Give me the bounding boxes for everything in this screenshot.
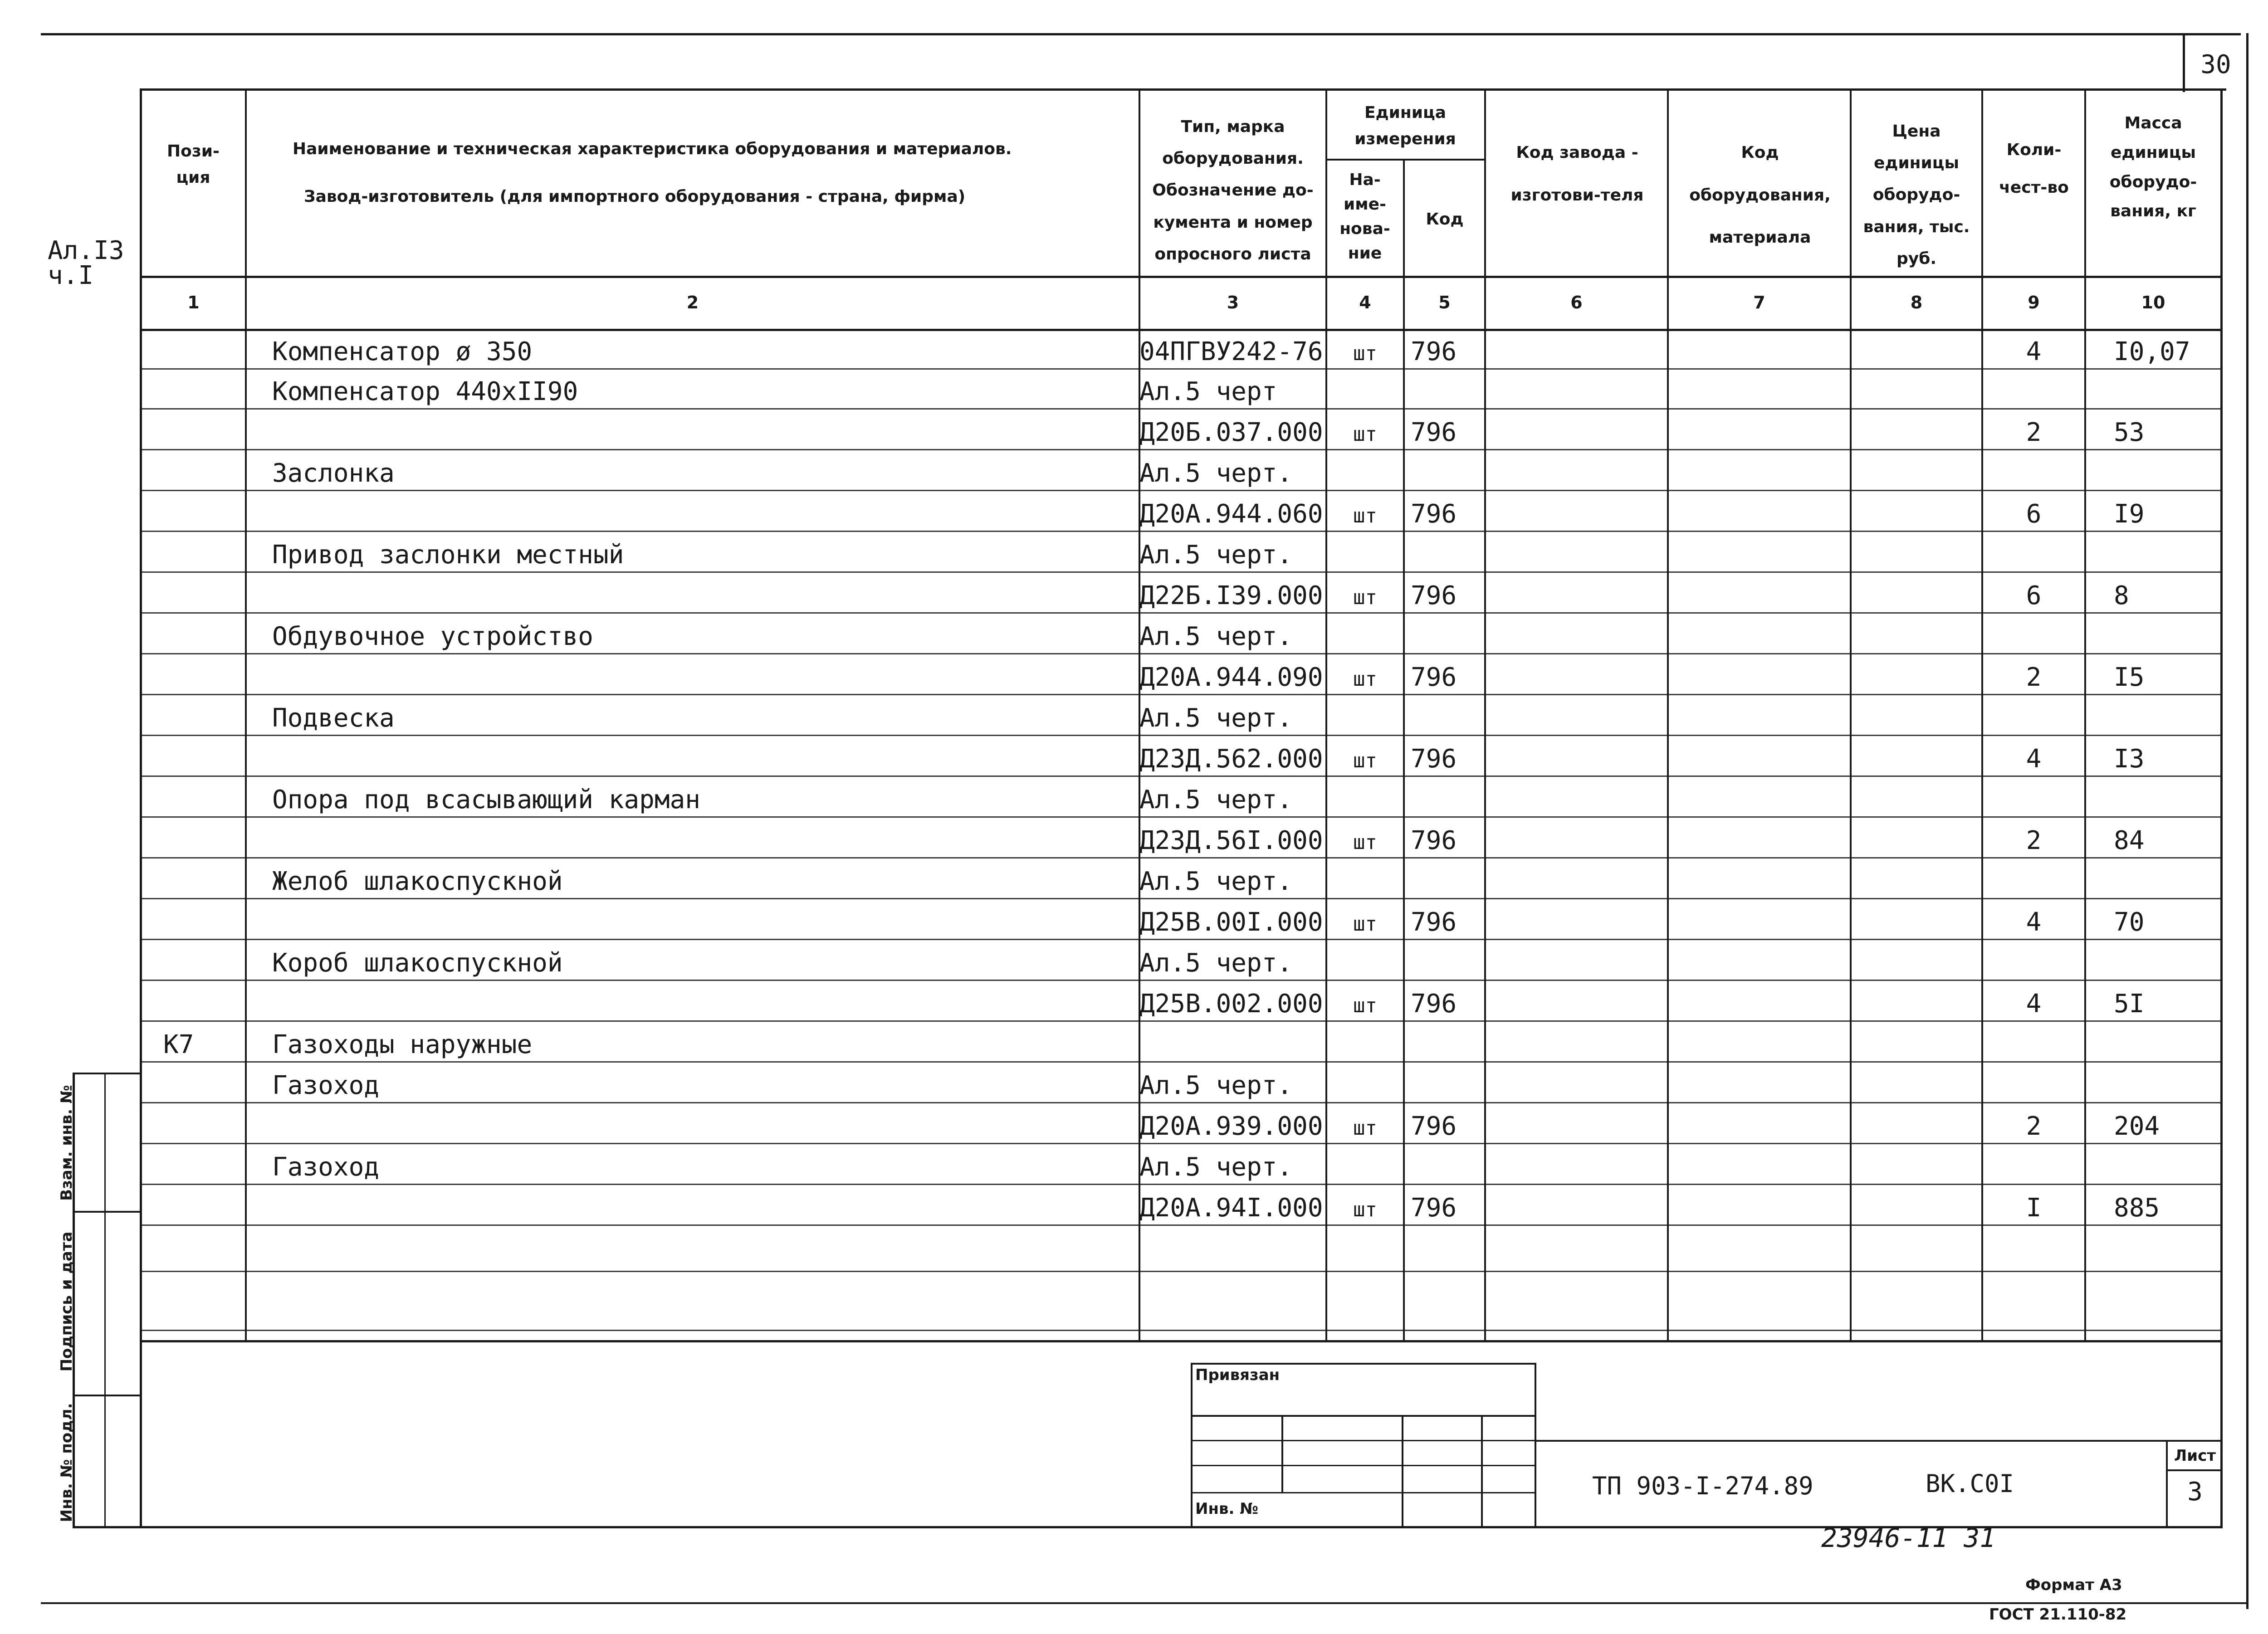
- body-bottom-line: [140, 1340, 2222, 1342]
- row-qty: 4: [2026, 989, 2042, 1019]
- col-line-3: [1325, 88, 1327, 1342]
- row-doc: Ал.5 черт.: [1139, 867, 1293, 896]
- row-separator: [140, 1224, 2222, 1226]
- side-label-line2: ч.I: [48, 261, 94, 290]
- header-col-10: Масса единицы оборудо-вания, кг: [2109, 114, 2197, 221]
- row-mass: 885: [2114, 1193, 2160, 1223]
- row-qty: 4: [2026, 744, 2042, 774]
- row-unit: шт: [1353, 342, 1377, 365]
- col-line-8: [1981, 88, 1983, 1342]
- row-separator: [140, 490, 2222, 491]
- row-doc: Д20А.944.060: [1139, 499, 1323, 529]
- side-label-line1: Ал.I3: [48, 236, 124, 265]
- row-name: Короб шлакоспускной: [272, 948, 563, 978]
- inv-no-label: Инв. №: [1195, 1500, 1259, 1518]
- row-code: 796: [1411, 907, 1457, 937]
- privyazan-top: [1191, 1363, 1535, 1365]
- row-code: 796: [1411, 1112, 1457, 1141]
- row-code: 796: [1411, 499, 1457, 529]
- row-separator: [140, 1184, 2222, 1185]
- row-separator: [140, 980, 2222, 981]
- privyazan-left: [1191, 1363, 1193, 1527]
- row-unit: шт: [1353, 504, 1377, 527]
- side-stamp-inv: Инв. № подл.: [58, 1403, 76, 1522]
- right-frame-line: [2246, 33, 2248, 1609]
- gost-label: ГОСТ 21.110-82: [1989, 1605, 2127, 1624]
- row-separator: [140, 368, 2222, 370]
- row-doc: Ал.5 черт.: [1139, 948, 1293, 978]
- row-separator: [140, 816, 2222, 818]
- row-separator: [140, 449, 2222, 450]
- format-label: Формат А3: [2025, 1576, 2122, 1594]
- privyazan-v3: [1481, 1415, 1483, 1527]
- privyazan-v1: [1281, 1415, 1283, 1492]
- row-doc: Ал.5 черт.: [1139, 1071, 1293, 1100]
- row-separator: [140, 776, 2222, 777]
- side-stamp-podpis: Подпись и дата: [58, 1231, 76, 1372]
- row-separator: [140, 1020, 2222, 1022]
- row-qty: 2: [2026, 1112, 2042, 1141]
- row-unit: шт: [1353, 423, 1377, 446]
- header-col-6: Код завода - изготови-теля: [1510, 143, 1644, 205]
- row-doc: Д20Б.037.000: [1139, 418, 1323, 447]
- row-code: 796: [1411, 663, 1457, 692]
- colnum-8: 8: [1910, 293, 1923, 312]
- row-name: Газоход: [272, 1071, 380, 1100]
- row-unit: шт: [1353, 912, 1377, 936]
- privyazan-right: [1535, 1363, 1536, 1527]
- col-line-9: [2084, 88, 2086, 1342]
- row-doc: Ал.5 черт.: [1139, 703, 1293, 733]
- colnum-3: 3: [1227, 293, 1239, 312]
- col-line-1: [245, 88, 247, 1342]
- row-doc: Ал.5 черт.: [1139, 540, 1293, 570]
- row-separator: [140, 1271, 2222, 1272]
- row-unit: шт: [1353, 831, 1377, 854]
- row-doc: Д23Д.562.000: [1139, 744, 1323, 774]
- side-stamp-vzam: Взам. инв. №: [58, 1085, 76, 1201]
- row-doc: Д20А.94I.000: [1139, 1193, 1323, 1223]
- row-name: Подвеска: [272, 703, 395, 733]
- colnum-10: 10: [2141, 293, 2165, 312]
- header-bottom-line: [140, 276, 2222, 278]
- header-unit-group: Единица измерения: [1354, 103, 1456, 148]
- row-separator: [140, 898, 2222, 899]
- row-mass: 5I: [2114, 989, 2145, 1019]
- stamp-list-line: [2166, 1469, 2221, 1471]
- row-code: 796: [1411, 337, 1457, 366]
- row-separator: [140, 408, 2222, 410]
- row-unit: шт: [1353, 1198, 1377, 1221]
- row-mass: 8: [2114, 581, 2129, 610]
- row-doc: Д22Б.I39.000: [1139, 581, 1323, 610]
- row-separator: [140, 653, 2222, 654]
- top-frame-line: [41, 33, 2241, 35]
- row-separator: [140, 612, 2222, 614]
- stamp-top: [1536, 1440, 2221, 1442]
- bottom-frame-line: [41, 1602, 2246, 1604]
- row-qty: 2: [2026, 418, 2042, 447]
- privyazan-line1: [1191, 1415, 1535, 1417]
- row-qty: I: [2026, 1193, 2042, 1223]
- row-unit: шт: [1353, 1117, 1377, 1140]
- col-line-6: [1667, 88, 1669, 1342]
- row-doc: Д20А.939.000: [1139, 1112, 1323, 1141]
- col-line-5: [1484, 88, 1486, 1342]
- row-code: 796: [1411, 744, 1457, 774]
- row-separator: [140, 531, 2222, 532]
- row-doc: Д25В.00I.000: [1139, 907, 1323, 937]
- header-col-3: Тип, марка оборудования. Обозначение до-кумента и номер опросного листа: [1152, 117, 1314, 263]
- row-doc: Д25В.002.000: [1139, 989, 1323, 1019]
- privyazan-line4: [1191, 1492, 1535, 1493]
- sheet-box-left: [2183, 33, 2185, 92]
- list-label: Лист: [2174, 1447, 2216, 1465]
- header-col-4: На-име-нова-ние: [1339, 171, 1390, 263]
- unit-group-line: [1325, 159, 1484, 161]
- privyazan-label: Привязан: [1195, 1366, 1280, 1384]
- row-name: Заслонка: [272, 458, 395, 488]
- row-qty: 4: [2026, 337, 2042, 366]
- row-qty: 6: [2026, 581, 2042, 610]
- row-doc: Ал.5 черт: [1139, 377, 1277, 406]
- colnum-1: 1: [187, 293, 200, 312]
- row-doc: Ал.5 черт.: [1139, 458, 1293, 488]
- row-separator: [140, 939, 2222, 940]
- row-unit: шт: [1353, 994, 1377, 1017]
- top-sheet-number: 30: [2200, 50, 2231, 79]
- row-qty: 2: [2026, 663, 2042, 692]
- list-number: 3: [2187, 1477, 2203, 1507]
- row-separator: [140, 735, 2222, 736]
- row-unit: шт: [1353, 586, 1377, 609]
- header-col-5: Код: [1426, 210, 1464, 229]
- row-separator: [140, 1102, 2222, 1103]
- row-mass: I0,07: [2114, 337, 2190, 366]
- row-code: 796: [1411, 826, 1457, 855]
- row-name: Газоходы наружные: [272, 1030, 533, 1059]
- row-separator: [140, 1330, 2222, 1331]
- doc-mark: ВК.С0I: [1926, 1469, 2014, 1498]
- row-separator: [140, 857, 2222, 858]
- col-line-7: [1850, 88, 1852, 1342]
- doc-code: ТП 903-I-274.89: [1592, 1472, 1813, 1500]
- privyazan-v2: [1402, 1415, 1403, 1527]
- row-code: 796: [1411, 581, 1457, 610]
- header-col-9: Коли-чест-во: [1999, 141, 2069, 197]
- row-name: Компенсатор 440xII90: [272, 377, 578, 406]
- handwritten-number: 23946-11 31: [1821, 1522, 1996, 1553]
- row-doc: 04ПГВУ242-76: [1139, 337, 1323, 366]
- row-name: Обдувочное устройство: [272, 622, 594, 651]
- colnum-2: 2: [686, 293, 699, 312]
- row-mass: I5: [2114, 663, 2145, 692]
- header-col-2-line1: Наименование и техническая характеристика оборудования и материалов.: [293, 140, 1012, 158]
- row-name: Компенсатор ø 350: [272, 337, 533, 366]
- row-code: 796: [1411, 1193, 1457, 1223]
- row-mass: 70: [2114, 907, 2145, 937]
- side-stamp-inner: [104, 1073, 106, 1528]
- row-doc: Д20А.944.090: [1139, 663, 1323, 692]
- row-name: Привод заслонки местный: [272, 540, 624, 570]
- row-name: Газоход: [272, 1152, 380, 1182]
- row-doc: Ал.5 черт.: [1139, 1152, 1293, 1182]
- privyazan-line3: [1191, 1465, 1535, 1466]
- col-line-4: [1403, 159, 1405, 1342]
- row-code: 796: [1411, 989, 1457, 1019]
- header-col-2-line2: Завод-изготовитель (для импортного оборудования - страна, фирма): [304, 187, 966, 206]
- row-code: 796: [1411, 418, 1457, 447]
- colnum-7: 7: [1753, 293, 1765, 312]
- colnum-9: 9: [2028, 293, 2040, 312]
- row-qty: 6: [2026, 499, 2042, 529]
- header-col-1-text: Пози- ция: [167, 142, 220, 187]
- row-name: Опора под всасывающий карман: [272, 785, 701, 815]
- table-top: [140, 88, 2226, 91]
- row-pos: К7: [163, 1030, 194, 1059]
- colnum-6: 6: [1570, 293, 1583, 312]
- row-separator: [140, 1143, 2222, 1144]
- row-separator: [140, 694, 2222, 695]
- side-stamp-top: [73, 1073, 141, 1074]
- row-qty: 4: [2026, 907, 2042, 937]
- colnum-5: 5: [1438, 293, 1451, 312]
- row-doc: Ал.5 черт.: [1139, 622, 1293, 651]
- row-qty: 2: [2026, 826, 2042, 855]
- row-mass: 204: [2114, 1112, 2160, 1141]
- header-col-8: Цена единицы оборудо-вания, тыс. руб.: [1863, 122, 1970, 268]
- row-separator: [140, 571, 2222, 573]
- colnum-bottom-line: [140, 329, 2222, 331]
- row-doc: Д23Д.56I.000: [1139, 826, 1323, 855]
- table-right: [2220, 88, 2223, 1528]
- row-doc: Ал.5 черт.: [1139, 785, 1293, 815]
- colnum-4: 4: [1359, 293, 1371, 312]
- row-separator: [140, 1061, 2222, 1063]
- row-unit: шт: [1353, 668, 1377, 691]
- row-mass: 84: [2114, 826, 2145, 855]
- privyazan-line2: [1191, 1440, 1535, 1441]
- row-unit: шт: [1353, 749, 1377, 772]
- row-mass: I9: [2114, 499, 2145, 529]
- side-stamp-div1: [73, 1211, 141, 1213]
- header-col-7: Код оборудования, материала: [1689, 143, 1831, 247]
- row-mass: I3: [2114, 744, 2145, 774]
- stamp-list-left: [2166, 1440, 2168, 1528]
- row-name: Желоб шлакоспускной: [272, 867, 563, 896]
- side-stamp-div2: [73, 1395, 141, 1396]
- header-col-1: [143, 138, 244, 190]
- row-mass: 53: [2114, 418, 2145, 447]
